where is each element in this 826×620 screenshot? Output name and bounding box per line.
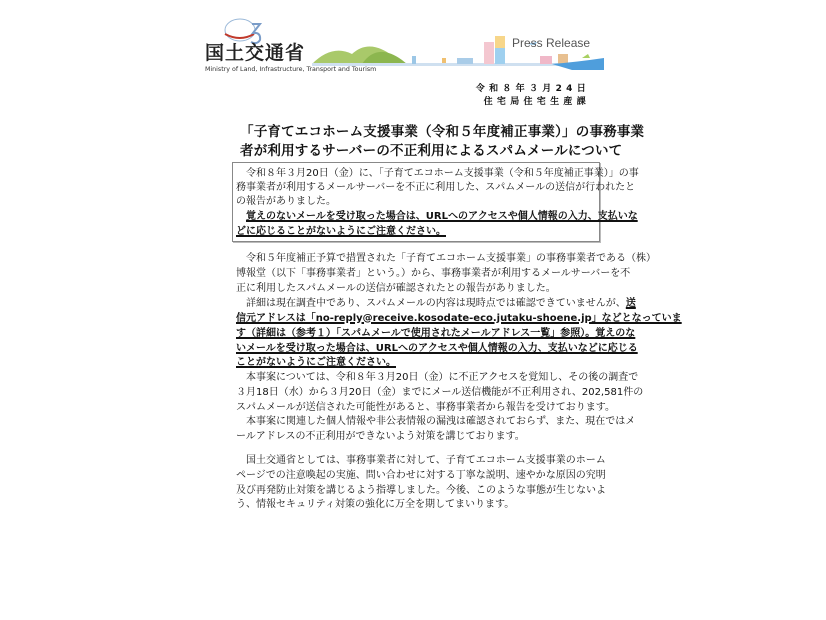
emphasized-warning-text: す（詳細は（参考１）「スパムメールで使用されたメールアドレス一覧」参照）。覚えのな bbox=[236, 328, 636, 339]
emphasized-warning-text: ことがないようにご注意ください。 bbox=[236, 357, 396, 368]
summary-line bbox=[236, 225, 596, 238]
document-title-line-2: 者が利用するサーバーの不正利用によるスパムメールについて bbox=[240, 143, 623, 159]
body-line bbox=[236, 386, 644, 399]
body-text: 本事案に関連した個人情報や非公表情報の漏洩は確認されておらず、また、現在ではメ bbox=[236, 416, 636, 427]
body-line bbox=[236, 312, 682, 325]
body-line bbox=[236, 430, 596, 443]
body-line bbox=[236, 252, 656, 265]
body-line bbox=[236, 469, 606, 482]
body-text: の報告がありました。 bbox=[236, 196, 336, 207]
release-date: 令和８年３月24日 bbox=[475, 84, 590, 94]
body-line bbox=[236, 327, 636, 340]
body-text: 本事案については、令和８年３月20日（金）に不正アクセスを覚知し、その後の調査で bbox=[236, 372, 639, 383]
body-text: 博報堂（以下「事務事業者」という。）から、事務事業者が利用するメールサーバーを不 bbox=[236, 268, 631, 279]
department: 住宅局住宅生産課 bbox=[483, 97, 590, 107]
body-line bbox=[236, 401, 615, 414]
summary-line bbox=[236, 195, 596, 208]
body-text: 詳細は現在調査中であり、スパムメールの内容は現時点では確認できていませんが、 bbox=[236, 298, 626, 309]
summary-line bbox=[236, 167, 639, 180]
body-line bbox=[236, 484, 606, 497]
press-release-label: Press Release bbox=[512, 36, 591, 50]
body-line bbox=[236, 282, 596, 295]
body-text: ３月18日（水）から３月20日（金）までにメール送信機能が不正利用され、202,581件の bbox=[236, 387, 644, 398]
body-text: 国土交通省としては、事務事業者に対して、子育てエコホーム支援事業のホーム bbox=[236, 455, 606, 466]
ministry-name-en: Ministry of Land, Infrastructure, Transport and Tourism bbox=[205, 66, 377, 73]
emphasized-warning-text: いメールを受け取った場合は、URLへのアクセスや個人情報の入力、支払いなどに応じる bbox=[236, 343, 638, 354]
body-line bbox=[236, 498, 596, 511]
body-line bbox=[236, 356, 596, 369]
body-text bbox=[236, 211, 246, 222]
ministry-name-jp: 国土交通省 bbox=[205, 42, 306, 64]
body-text: 令和５年度補正予算で措置された「子育てエコホーム支援事業」の事務事業者である（株） bbox=[236, 253, 656, 264]
body-text: スパムメールが送信された可能性があると、事務事業者から報告を受けております。 bbox=[236, 402, 615, 413]
body-line bbox=[236, 267, 631, 280]
emphasized-warning-text: 覚えのないメールを受け取った場合は、URLへのアクセスや個人情報の入力、支払いな bbox=[246, 211, 638, 222]
body-line bbox=[236, 297, 636, 310]
body-line bbox=[236, 415, 636, 428]
emphasized-warning-text: 信元アドレスは「no-reply@receive.kosodate-eco.jutaku-shoene.jp」などとなっていま bbox=[236, 313, 682, 324]
summary-line bbox=[236, 210, 638, 223]
body-text: 令和８年３月20日（金）に、「子育てエコホーム支援事業（令和５年度補正事業）」の事 bbox=[236, 168, 639, 179]
body-line bbox=[236, 342, 638, 355]
body-text: う、情報セキュリティ対策の強化に万全を期してまいります。 bbox=[236, 499, 515, 510]
body-text: ページでの注意喚起の実施、問い合わせに対する丁寧な説明、速やかな原因の究明 bbox=[236, 470, 606, 481]
summary-line bbox=[236, 181, 636, 194]
body-text: ールアドレスの不正利用ができないよう対策を講じております。 bbox=[236, 431, 525, 442]
body-text: 及び再発防止対策を講じるよう指導しました。今後、このような事態が生じないよ bbox=[236, 485, 606, 496]
body-text: 務事業者が利用するメールサーバーを不正に利用した、スパムメールの送信が行われたと bbox=[236, 182, 636, 193]
document-title-line-1: 「子育てエコホーム支援事業（令和５年度補正事業）」の事務事業 bbox=[240, 124, 645, 140]
emphasized-warning-text: どに応じることがないようにご注意ください。 bbox=[236, 226, 446, 237]
body-text: 正に利用したスパムメールの送信が確認されたとの報告がありました。 bbox=[236, 283, 556, 294]
body-line bbox=[236, 371, 639, 384]
body-line bbox=[236, 454, 606, 467]
emphasized-warning-text: 送 bbox=[625, 298, 636, 309]
